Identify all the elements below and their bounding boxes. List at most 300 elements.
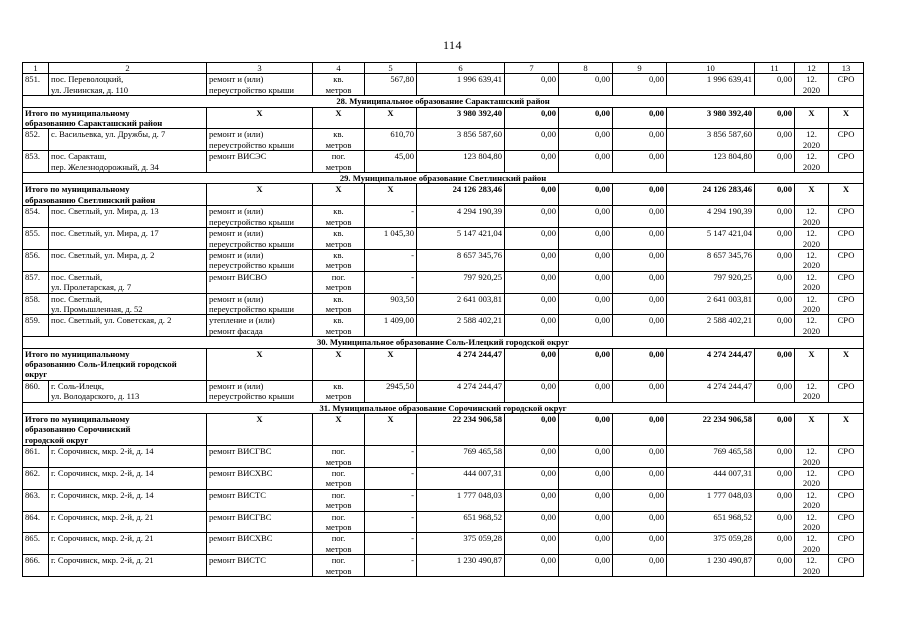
table-cell <box>667 271 755 293</box>
table-cell <box>417 468 505 490</box>
cell-line: 859. <box>25 315 41 326</box>
table-cell <box>667 489 755 511</box>
cell-line: 2020 <box>802 391 821 402</box>
table-cell <box>613 468 667 490</box>
cell-line: г. Сорочинск, мкр. 2-й, д. 21 <box>51 555 154 566</box>
cell-line <box>831 217 861 227</box>
table-cell <box>313 206 365 228</box>
cell-line: 0,00 <box>594 489 610 500</box>
cell-line: 0,00 <box>776 555 792 566</box>
cell-line: пос. Светлый, <box>51 271 103 282</box>
cell-line: 0,00 <box>594 380 610 391</box>
table-cell <box>49 446 207 468</box>
table-cell <box>313 489 365 511</box>
cell-line: 769 465,58 <box>463 446 502 457</box>
subtotal-cell: 0,00 <box>559 414 613 446</box>
cell-line <box>25 217 46 227</box>
table-cell <box>23 511 49 533</box>
table-cell <box>23 380 49 402</box>
cell-line: 0,00 <box>648 489 664 500</box>
table-cell <box>365 249 417 271</box>
cell-line <box>669 282 752 292</box>
table-row <box>23 129 864 151</box>
cell-line: метров <box>325 522 352 533</box>
table-cell <box>365 293 417 315</box>
subtotal-label-line: городской округ <box>25 434 89 445</box>
table-cell <box>49 151 207 173</box>
cell-line <box>561 140 610 150</box>
cell-line: 0,00 <box>540 74 556 85</box>
cell-line <box>419 566 502 576</box>
cell-line: 12. <box>806 151 817 162</box>
cell-line <box>367 457 414 467</box>
cell-line: 1 045,30 <box>383 228 414 239</box>
header-cell: 7 <box>505 63 559 74</box>
cell-line: 5 147 421,04 <box>706 228 752 239</box>
cell-line <box>831 522 861 532</box>
cell-line: 12. <box>806 74 817 85</box>
cell-line: 1 996 639,41 <box>706 74 752 85</box>
table-cell <box>755 74 795 96</box>
cell-line <box>561 522 610 532</box>
cell-line <box>831 162 861 172</box>
table-cell <box>49 315 207 337</box>
cell-line <box>831 544 861 554</box>
cell-line: 857. <box>25 271 41 282</box>
table-cell <box>829 206 864 228</box>
cell-line: 375 059,28 <box>463 533 502 544</box>
table-cell <box>207 206 313 228</box>
cell-line: 0,00 <box>594 315 610 326</box>
cell-line <box>419 522 502 532</box>
table-cell <box>795 249 829 271</box>
cell-line: 12. <box>806 533 817 544</box>
cell-line: 0,00 <box>540 249 556 260</box>
subtotal-cell: X <box>365 107 417 129</box>
table-cell <box>365 315 417 337</box>
cell-line: 2020 <box>802 238 821 249</box>
table-cell <box>667 446 755 468</box>
table-cell <box>559 315 613 337</box>
table-cell <box>829 468 864 490</box>
table-cell <box>667 555 755 577</box>
header-cell: 13 <box>829 63 864 74</box>
cell-line: пос. Светлый, ул. Мира, д. 17 <box>51 228 159 239</box>
cell-line: 861. <box>25 446 41 457</box>
cell-line: СРО <box>837 511 855 522</box>
cell-line <box>25 391 46 401</box>
cell-line: 0,00 <box>540 489 556 500</box>
cell-line: 0,00 <box>594 151 610 162</box>
subtotal-cell: 0,00 <box>505 107 559 129</box>
table-cell <box>829 533 864 555</box>
table-cell <box>755 206 795 228</box>
cell-line <box>51 522 204 532</box>
cell-line: пог. <box>331 446 346 457</box>
cell-line: г. Соль-Илецк, <box>51 380 105 391</box>
cell-line <box>757 140 792 150</box>
table-cell <box>505 271 559 293</box>
subtotal-row <box>23 414 864 446</box>
cell-line: г. Сорочинск, мкр. 2-й, д. 14 <box>51 446 154 457</box>
cell-line <box>51 239 204 249</box>
cell-line: 0,00 <box>648 271 664 282</box>
cell-line <box>831 140 861 150</box>
cell-line: 0,00 <box>540 293 556 304</box>
cell-line: 0,00 <box>540 380 556 391</box>
cell-line: 0,00 <box>540 315 556 326</box>
header-cell: 1 <box>23 63 49 74</box>
table-cell <box>829 511 864 533</box>
table-cell <box>755 315 795 337</box>
table-row <box>23 315 864 337</box>
cell-line <box>367 304 414 314</box>
subtotal-cell: 0,00 <box>613 414 667 446</box>
table-cell <box>613 315 667 337</box>
table-cell <box>667 74 755 96</box>
table-cell <box>207 249 313 271</box>
section-heading-row <box>23 96 864 107</box>
cell-line: 863. <box>25 489 41 500</box>
cell-line: - <box>411 249 414 260</box>
cell-line: пог. <box>331 489 346 500</box>
cell-line: СРО <box>837 249 855 260</box>
table-cell <box>417 511 505 533</box>
cell-line: переустройство крыши <box>209 260 294 271</box>
cell-line: ремонт ВИСХВС <box>209 533 273 544</box>
cell-line <box>831 457 861 467</box>
cell-line <box>831 326 861 336</box>
table-cell <box>49 489 207 511</box>
table-cell <box>755 151 795 173</box>
table-cell <box>559 468 613 490</box>
cell-line <box>831 500 861 510</box>
cell-line <box>367 522 414 532</box>
cell-line <box>615 162 664 172</box>
cell-line <box>615 544 664 554</box>
cell-line <box>419 140 502 150</box>
table-cell <box>505 129 559 151</box>
table-cell <box>417 293 505 315</box>
table-cell <box>613 74 667 96</box>
cell-line: метров <box>325 260 352 271</box>
table-cell <box>207 489 313 511</box>
table-cell <box>755 380 795 402</box>
cell-line: 0,00 <box>648 555 664 566</box>
cell-line: 852. <box>25 129 41 140</box>
cell-line: 0,00 <box>776 533 792 544</box>
subtotal-cell: 0,00 <box>755 414 795 446</box>
subtotal-row <box>23 348 864 380</box>
cell-line: 444 007,31 <box>463 468 502 479</box>
cell-line <box>831 391 861 401</box>
table-cell <box>829 249 864 271</box>
table-cell <box>365 533 417 555</box>
cell-line: 2020 <box>802 522 821 533</box>
table-cell <box>207 468 313 490</box>
table-cell <box>417 533 505 555</box>
header-cell: 4 <box>313 63 365 74</box>
cell-line: ул. Пролетарская, д. 7 <box>51 282 132 293</box>
cell-line <box>367 239 414 249</box>
subtotal-label <box>23 107 207 129</box>
cell-line: кв. <box>333 249 344 260</box>
cell-line: переустройство крыши <box>209 391 294 402</box>
cell-line <box>51 260 204 270</box>
cell-line: 853. <box>25 151 41 162</box>
cell-line <box>25 304 46 314</box>
cell-line: 444 007,31 <box>713 468 752 479</box>
cell-line <box>561 85 610 95</box>
subtotal-cell: X <box>795 348 829 380</box>
table-row <box>23 228 864 250</box>
header-cell: 11 <box>755 63 795 74</box>
cell-line: 12. <box>806 511 817 522</box>
subtotal-label-line: Итого по муниципальному <box>25 107 130 118</box>
cell-line <box>419 544 502 554</box>
table-cell <box>365 511 417 533</box>
cell-line: 45,00 <box>394 151 414 162</box>
cell-line: 862. <box>25 468 41 479</box>
table-cell <box>49 293 207 315</box>
cell-line: СРО <box>837 293 855 304</box>
cell-line <box>25 260 46 270</box>
cell-line <box>615 457 664 467</box>
cell-line: г. Сорочинск, мкр. 2-й, д. 21 <box>51 511 154 522</box>
table-cell <box>417 380 505 402</box>
cell-line: ремонт ВИСВО <box>209 271 267 282</box>
table-cell <box>49 511 207 533</box>
cell-line: СРО <box>837 489 855 500</box>
cell-line <box>419 217 502 227</box>
cell-line: 12. <box>806 249 817 260</box>
cell-line <box>419 304 502 314</box>
table-cell <box>559 271 613 293</box>
cell-line: 8 657 345,76 <box>706 249 752 260</box>
cell-line: 0,00 <box>594 129 610 140</box>
cell-line: СРО <box>837 468 855 479</box>
cell-line <box>561 478 610 488</box>
table-cell <box>829 74 864 96</box>
table-cell <box>829 228 864 250</box>
cell-line: пер. Железнодорожный, д. 34 <box>51 161 159 172</box>
cell-line: метров <box>325 456 352 467</box>
cell-line <box>561 500 610 510</box>
cell-line: 0,00 <box>776 380 792 391</box>
cell-line <box>51 566 204 576</box>
table-cell <box>505 206 559 228</box>
cell-line: метров <box>325 325 352 336</box>
cell-line <box>669 304 752 314</box>
table-cell <box>23 468 49 490</box>
cell-line <box>615 391 664 401</box>
cell-line: 4 274 244,47 <box>456 380 502 391</box>
table-cell <box>559 129 613 151</box>
subtotal-label-line: образованию Соль-Илецкий городской <box>25 358 177 369</box>
cell-line <box>831 282 861 292</box>
table-row <box>23 446 864 468</box>
table-cell <box>667 533 755 555</box>
cell-line: 0,00 <box>776 468 792 479</box>
table-cell <box>49 468 207 490</box>
cell-line <box>669 326 752 336</box>
subtotal-cell: X <box>313 414 365 446</box>
cell-line <box>507 566 556 576</box>
table-cell <box>559 489 613 511</box>
table-cell <box>559 533 613 555</box>
table-cell <box>795 489 829 511</box>
cell-line: 3 856 587,60 <box>706 129 752 140</box>
cell-line <box>25 544 46 554</box>
table-cell <box>613 271 667 293</box>
cell-line: - <box>411 271 414 282</box>
table-cell <box>829 129 864 151</box>
table-cell <box>417 151 505 173</box>
subtotal-label-line: Итого по муниципальному <box>25 184 130 195</box>
cell-line: 0,00 <box>594 271 610 282</box>
table-cell <box>207 533 313 555</box>
cell-line: СРО <box>837 129 855 140</box>
subtotal-label-line: образованию Саракташский район <box>25 118 163 129</box>
table-cell <box>207 228 313 250</box>
table-cell <box>559 446 613 468</box>
subtotal-cell: 4 274 244,47 <box>667 348 755 380</box>
cell-line: пог. <box>331 533 346 544</box>
cell-line: ремонт ВИСХВС <box>209 468 273 479</box>
cell-line <box>209 566 310 576</box>
cell-line <box>419 326 502 336</box>
cell-line: ремонт и (или) <box>209 206 264 217</box>
table-cell <box>313 249 365 271</box>
table-cell <box>795 271 829 293</box>
subtotal-cell: 0,00 <box>613 184 667 206</box>
cell-line: - <box>411 555 414 566</box>
cell-line: ремонт и (или) <box>209 129 264 140</box>
subtotal-cell: X <box>207 184 313 206</box>
cell-line: 0,00 <box>594 446 610 457</box>
cell-line: 12. <box>806 468 817 479</box>
subtotal-cell: 0,00 <box>505 348 559 380</box>
table-cell <box>667 315 755 337</box>
cell-line <box>507 522 556 532</box>
table-cell <box>23 151 49 173</box>
cell-line <box>561 162 610 172</box>
cell-line: ремонт и (или) <box>209 228 264 239</box>
cell-line: 0,00 <box>594 555 610 566</box>
cell-line <box>615 478 664 488</box>
table-cell <box>755 293 795 315</box>
cell-line: 2020 <box>802 84 821 95</box>
cell-line: 0,00 <box>648 293 664 304</box>
cell-line: утепление и (или) <box>209 315 275 326</box>
cell-line: метров <box>325 216 352 227</box>
table-cell <box>49 380 207 402</box>
table-cell <box>795 74 829 96</box>
section-heading-row <box>23 337 864 348</box>
header-cell: 12 <box>795 63 829 74</box>
table-cell <box>49 533 207 555</box>
header-cell: 2 <box>49 63 207 74</box>
cell-line: - <box>411 489 414 500</box>
cell-line <box>757 326 792 336</box>
cell-line <box>419 457 502 467</box>
cell-line: СРО <box>837 533 855 544</box>
subtotal-cell: 0,00 <box>559 107 613 129</box>
table-row <box>23 380 864 402</box>
cell-line <box>419 478 502 488</box>
table-cell <box>505 151 559 173</box>
cell-line <box>831 478 861 488</box>
table-cell <box>559 228 613 250</box>
cell-line: 855. <box>25 228 41 239</box>
cell-line <box>419 85 502 95</box>
table-cell <box>365 129 417 151</box>
cell-line: ремонт и (или) <box>209 74 264 85</box>
cell-line <box>419 162 502 172</box>
table-cell <box>667 151 755 173</box>
table-cell <box>795 380 829 402</box>
page-number: 114 <box>442 38 463 52</box>
cell-line: 12. <box>806 228 817 239</box>
cell-line: 865. <box>25 533 41 544</box>
subtotal-label <box>23 348 207 380</box>
table-cell <box>559 380 613 402</box>
table-cell <box>613 206 667 228</box>
cell-line: 860. <box>25 380 41 391</box>
subtotal-cell: X <box>829 107 864 129</box>
cell-line: ремонт фасада <box>209 325 263 336</box>
cell-line: 2 588 402,21 <box>706 315 752 326</box>
section-heading: 30. Муниципальное образование Соль-Илецкий городской округ <box>23 337 864 348</box>
cell-line <box>757 162 792 172</box>
cell-line: 0,00 <box>776 129 792 140</box>
cell-line <box>757 85 792 95</box>
cell-line <box>209 522 310 532</box>
cell-line <box>507 282 556 292</box>
table-cell <box>49 206 207 228</box>
header-cell: 3 <box>207 63 313 74</box>
cell-line: СРО <box>837 151 855 162</box>
table-cell <box>207 555 313 577</box>
cell-line: 0,00 <box>776 206 792 217</box>
cell-line: - <box>411 533 414 544</box>
subtotal-cell: X <box>365 414 417 446</box>
subtotal-label-line: округ <box>25 369 48 380</box>
cell-line: СРО <box>837 380 855 391</box>
table-cell <box>365 206 417 228</box>
cell-line <box>507 239 556 249</box>
cell-line <box>367 544 414 554</box>
cell-line: 2020 <box>802 456 821 467</box>
cell-line: 12. <box>806 489 817 500</box>
cell-line <box>51 457 204 467</box>
cell-line: 0,00 <box>648 228 664 239</box>
table-cell <box>417 206 505 228</box>
cell-line <box>507 391 556 401</box>
cell-line: пос. Светлый, ул. Советская, д. 2 <box>51 315 172 326</box>
table-cell <box>49 228 207 250</box>
table-row <box>23 511 864 533</box>
table-cell <box>313 271 365 293</box>
cell-line <box>507 260 556 270</box>
table-cell <box>417 271 505 293</box>
table-cell <box>417 555 505 577</box>
cell-line: переустройство крыши <box>209 303 294 314</box>
table-cell <box>505 468 559 490</box>
cell-line: пос. Светлый, ул. Мира, д. 13 <box>51 206 159 217</box>
table-cell <box>559 249 613 271</box>
cell-line <box>209 500 310 510</box>
